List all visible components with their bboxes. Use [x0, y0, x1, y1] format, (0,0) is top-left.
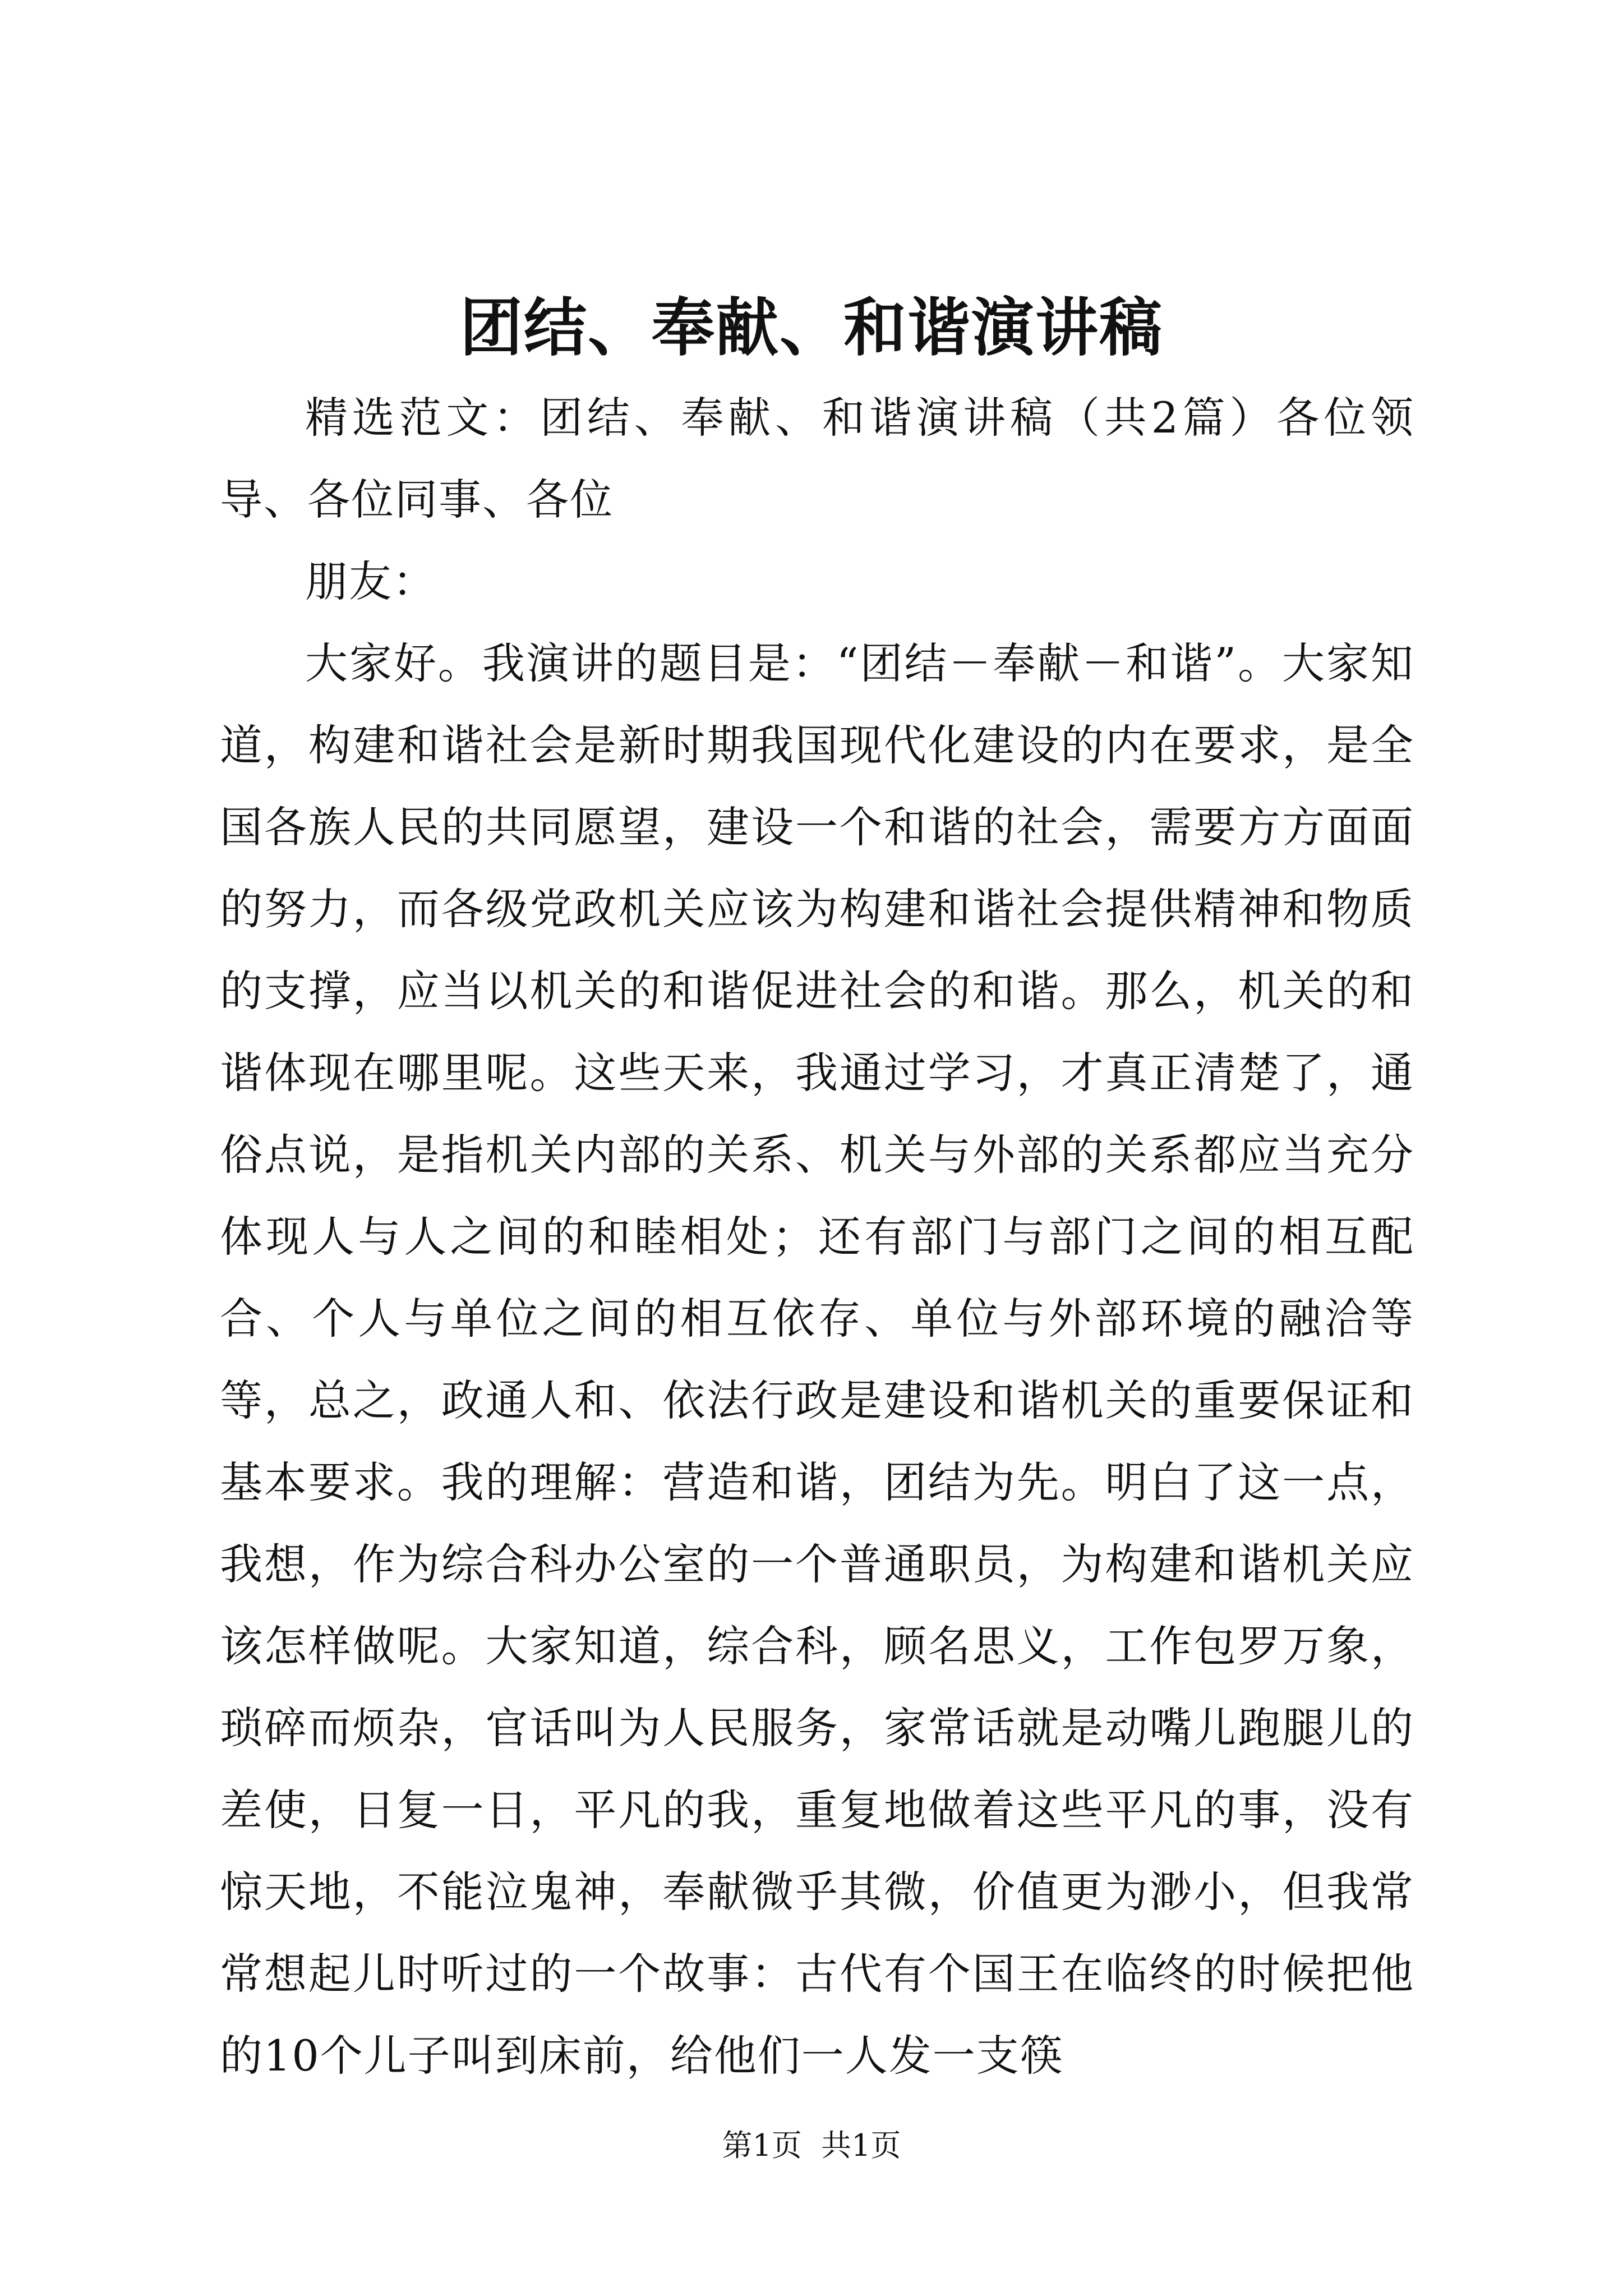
- paragraph-salutation: 朋友：: [305, 556, 436, 606]
- paragraph-main: 大家好。我演讲的题目是：“团结－奉献－和谐”。大家知道，构建和谐社会是新时期我国现代化建设的内在要求，是全国各族人民的共同愿望，建设一个和谐的社会，需要方方面面的努力，而各级党政机关应该为构建和谐社会提供精神和物质的支撑，应当以机关的和谐促进社会的和谐。那么，机关的和谐体现在哪里呢。这些天来，我通过学习，才真正清楚了，通俗点说，是指机关内部的关系、机关与外部的关系都应当充分体现人与人之间的和睦相处；还有部门与部门之间的相互配合、个人与单位之间的相互依存、单位与外部环境的融洽等等，总之，政通人和、依法行政是建设和谐机关的重要保证和基本要求。我的理解：营造和谐，团结为先。明白了这一点，我想，作为综合科办公室的一个普通职员，为构建和谐机关应该怎样做呢。大家知道，综合科，顾名思义，工作包罗万象，琐碎而烦杂，官话叫为人民服务，家常话就是动嘴儿跑腿儿的差使，日复一日，平凡的我，重复地做着这些平凡的事，没有惊天地，不能泣鬼神，奉献微乎其微，价值更为渺小，但我常常想起儿时听过的一个故事：古代有个国王在临终的时候把他的10个儿子叫到床前，给他们一人发一支筷: [220, 638, 1414, 2081]
- page-total: 共1页: [821, 2128, 901, 2163]
- document-body: [220, 377, 1414, 2097]
- paragraph-intro: 精选范文：团结、奉献、和谐演讲稿（共2篇）各位领导、各位同事、各位: [220, 393, 1414, 524]
- page-number: 第1页: [722, 2128, 802, 2163]
- document-title: 团结、奉献、和谐演讲稿: [460, 291, 1163, 365]
- page-footer: [0, 2123, 1623, 2168]
